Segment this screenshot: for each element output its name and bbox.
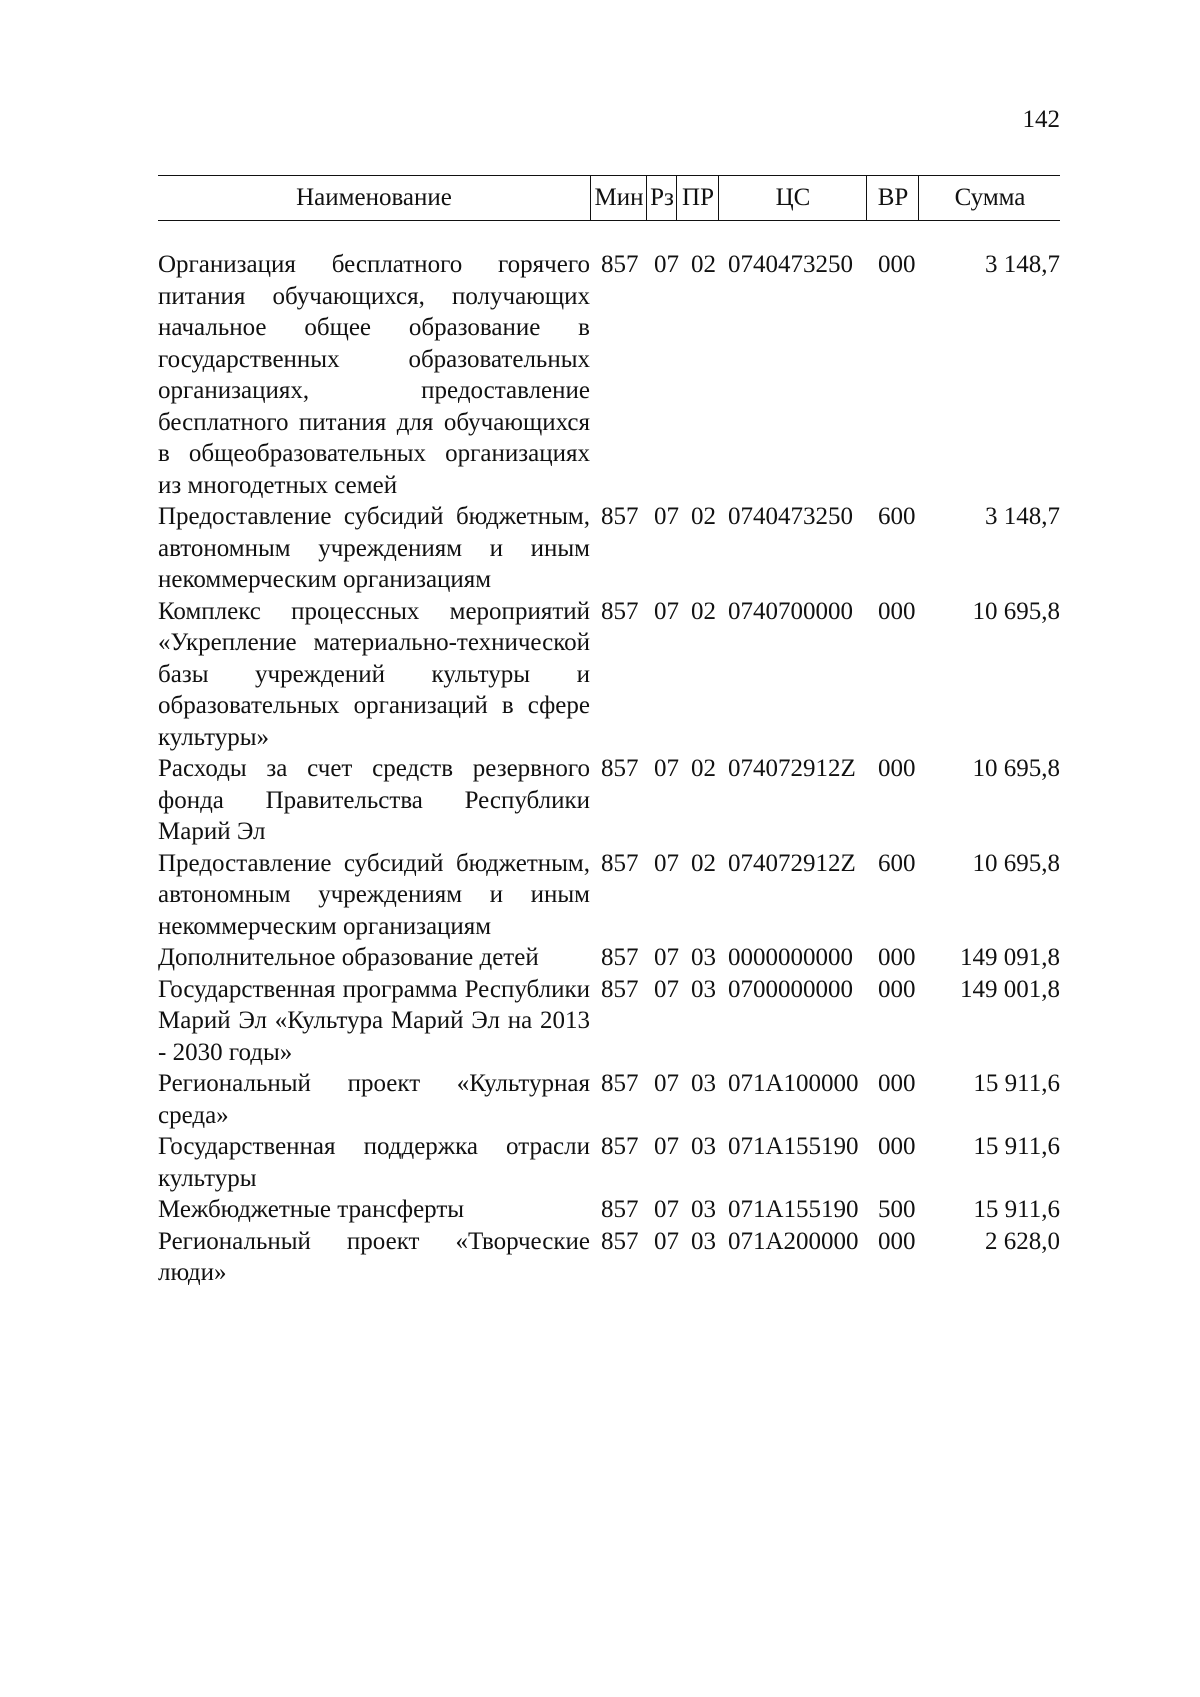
row-cs: 0700000000	[728, 975, 853, 1003]
row-cs: 0740473250	[728, 251, 853, 278]
row-rz: 07	[654, 849, 679, 877]
row-rz: 07	[654, 597, 679, 625]
row-pr: 02	[691, 597, 716, 625]
table-row	[158, 848, 1060, 943]
row-cs: 0740700000	[728, 597, 853, 625]
row-sum: 15 911,6	[973, 1196, 1060, 1223]
row-name: Предоставление субсидий бюджетным, автономным учреждениям и иным некоммерческим организациям	[158, 849, 590, 940]
row-name: Государственная программа Республики Марий Эл «Культура Марий Эл на 2013 - 2030 годы»	[158, 975, 590, 1066]
row-rz: 07	[654, 975, 679, 1003]
table-row	[158, 942, 1060, 974]
row-sum: 2 628,0	[985, 1227, 1060, 1255]
header-vr: ВР	[866, 176, 919, 220]
row-pr: 03	[691, 1133, 716, 1160]
row-rz: 07	[654, 503, 679, 530]
row-min: 857	[601, 503, 639, 530]
table-row	[158, 501, 1060, 596]
row-cs: 0000000000	[728, 944, 853, 971]
row-pr: 03	[691, 1196, 716, 1223]
table-header	[158, 175, 1060, 221]
row-pr: 02	[691, 849, 716, 877]
header-min: Мин	[590, 176, 647, 220]
row-sum: 10 695,8	[972, 849, 1060, 877]
row-min: 857	[601, 1070, 639, 1097]
row-pr: 03	[691, 944, 716, 971]
row-cs: 0740473250	[728, 503, 853, 530]
row-name: Расходы за счет средств резервного фонда Правительства Республики Марий Эл	[158, 755, 590, 845]
row-rz: 07	[654, 755, 679, 782]
row-name: Комплекс процессных мероприятий «Укрепление материально-технической базы учреждений культуры и образовательных организаций в сфере культуры»	[158, 597, 590, 751]
row-rz: 07	[654, 944, 679, 971]
row-min: 857	[601, 251, 639, 278]
row-vr: 600	[878, 503, 916, 530]
table-row	[158, 1068, 1060, 1131]
row-pr: 02	[691, 755, 716, 782]
header-name: Наименование	[296, 184, 452, 211]
row-vr: 000	[878, 1133, 916, 1160]
row-name: Государственная поддержка отрасли культуры	[158, 1133, 590, 1192]
row-name: Дополнительное образование детей	[158, 944, 539, 971]
row-sum: 10 695,8	[972, 597, 1060, 625]
row-min: 857	[601, 849, 639, 877]
row-name: Межбюджетные трансферты	[158, 1196, 465, 1223]
table-row	[158, 596, 1060, 754]
row-sum: 3 148,7	[985, 503, 1060, 530]
table-body	[158, 249, 1060, 1289]
row-sum: 15 911,6	[973, 1070, 1060, 1097]
row-rz: 07	[654, 1070, 679, 1097]
row-rz: 07	[654, 251, 679, 278]
row-pr: 03	[691, 1227, 716, 1255]
row-vr: 000	[878, 1070, 916, 1097]
row-cs: 071A100000	[728, 1070, 859, 1097]
row-vr: 000	[878, 1227, 916, 1255]
row-sum: 10 695,8	[972, 755, 1060, 782]
table-row	[158, 974, 1060, 1069]
row-rz: 07	[654, 1133, 679, 1160]
row-pr: 02	[691, 503, 716, 530]
row-name: Региональный проект «Культурная среда»	[158, 1070, 590, 1129]
header-pr: ПР	[676, 176, 719, 220]
row-cs: 074072912Z	[728, 849, 856, 877]
page-number: 142	[1022, 106, 1060, 133]
header-cs: ЦС	[718, 176, 867, 220]
row-pr: 03	[691, 1070, 716, 1097]
table-row	[158, 1226, 1060, 1289]
row-min: 857	[601, 944, 639, 971]
row-min: 857	[601, 1133, 639, 1160]
table-row	[158, 249, 1060, 501]
row-vr: 000	[878, 944, 916, 971]
row-vr: 000	[878, 597, 916, 625]
budget-table	[158, 175, 1060, 1289]
row-pr: 03	[691, 975, 716, 1003]
row-name: Организация бесплатного горячего питания обучающихся, получающих начальное общее образование в государственных образовательных организациях, предоставление бесплатного питания для обучающихся в общеобразовательных организациях из многодетных семей	[158, 251, 590, 499]
table-row	[158, 1194, 1060, 1226]
row-cs: 074072912Z	[728, 755, 856, 782]
row-vr: 500	[878, 1196, 916, 1223]
header-rz: Рз	[646, 176, 677, 220]
table-row	[158, 1131, 1060, 1194]
table-row	[158, 753, 1060, 848]
row-min: 857	[601, 1227, 639, 1255]
row-rz: 07	[654, 1227, 679, 1255]
row-cs: 071A200000	[728, 1227, 859, 1255]
row-min: 857	[601, 1196, 639, 1223]
header-sum: Сумма	[918, 176, 1061, 220]
row-pr: 02	[691, 251, 716, 278]
row-vr: 000	[878, 251, 916, 278]
row-cs: 071A155190	[728, 1133, 859, 1160]
row-min: 857	[601, 975, 639, 1003]
row-name: Предоставление субсидий бюджетным, автономным учреждениям и иным некоммерческим организациям	[158, 503, 590, 593]
row-rz: 07	[654, 1196, 679, 1223]
row-vr: 000	[878, 975, 916, 1003]
row-min: 857	[601, 597, 639, 625]
row-sum: 15 911,6	[973, 1133, 1060, 1160]
row-sum: 149 091,8	[960, 944, 1060, 971]
row-vr: 600	[878, 849, 916, 877]
row-name: Региональный проект «Творческие люди»	[158, 1227, 590, 1286]
row-vr: 000	[878, 755, 916, 782]
row-sum: 3 148,7	[985, 251, 1060, 278]
row-cs: 071A155190	[728, 1196, 859, 1223]
row-sum: 149 001,8	[960, 975, 1060, 1003]
row-min: 857	[601, 755, 639, 782]
